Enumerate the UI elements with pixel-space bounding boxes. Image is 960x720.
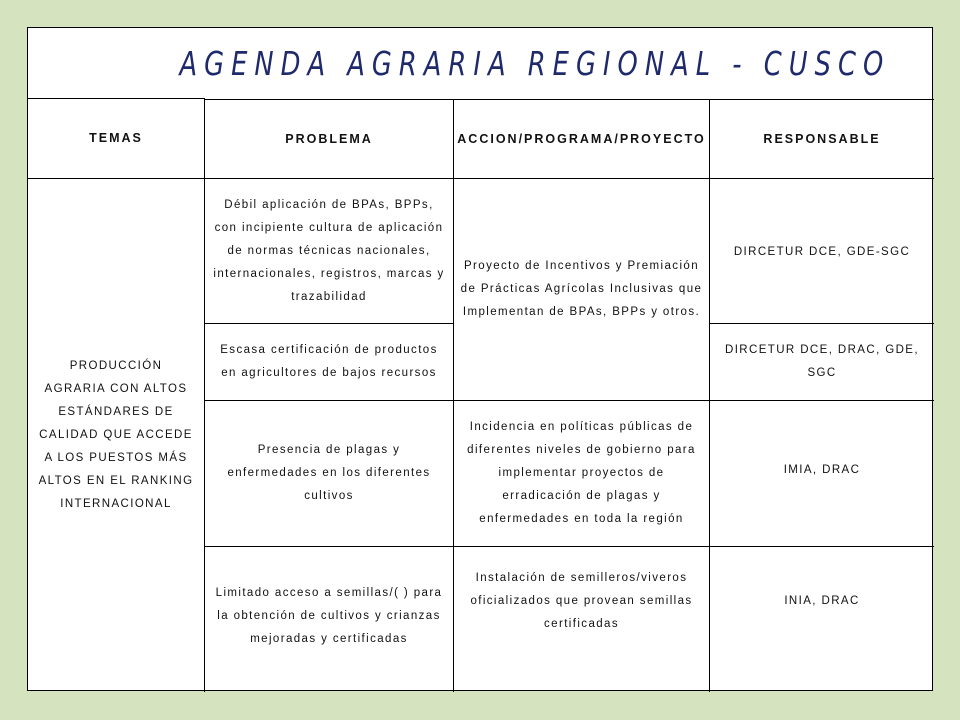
header-temas: TEMAS [89,131,143,145]
page-title: AGENDA AGRARIA REGIONAL - CUSCO [179,43,890,83]
problema-cell: Limitado acceso a semillas/( ) para la obtención de cultivos y crianzas mejoradas y certificadas [215,587,443,645]
responsable-cell: IMIA, DRAC [783,464,861,476]
agenda-sheet [27,27,933,691]
responsable-cell: DIRCETUR DCE, GDE-SGC [733,246,911,258]
problema-cell: Débil aplicación de BPAs, BPPs, con incipiente cultura de aplicación de normas técnicas nacionales, internacionales, registros, marcas y trazabilidad [213,198,445,303]
header-responsable: RESPONSABLE [763,131,881,146]
responsable-cell: INIA, DRAC [784,595,860,607]
header-problema: PROBLEMA [285,131,373,146]
problema-cell: Presencia de plagas y enfermedades en los diferentes cultivos [227,444,431,502]
header-accion: ACCION/PROGRAMA/PROYECTO [457,131,706,146]
problema-cell: Escasa certificación de productos en agricultores de bajos recursos [220,344,438,379]
responsable-cell: DIRCETUR DCE, DRAC, GDE, SGC [725,344,919,379]
accion-cell: Proyecto de Incentivos y Premiación de Prácticas Agrícolas Inclusivas que Implementan de BPAs, BPPs y otros. [460,260,703,318]
accion-cell: Instalación de semilleros/viveros oficializados que provean semillas certificadas [470,572,693,630]
accion-cell: Incidencia en políticas públicas de diferentes niveles de gobierno para implementar proyectos de erradicación de plagas y enfermedades en toda la región [467,421,696,525]
tema-cell: PRODUCCIÓN AGRARIA CON ALTOS ESTÁNDARES DE CALIDAD QUE ACCEDE A LOS PUESTOS MÁS ALTOS EN EL RANKING INTERNACIONAL [38,360,194,510]
